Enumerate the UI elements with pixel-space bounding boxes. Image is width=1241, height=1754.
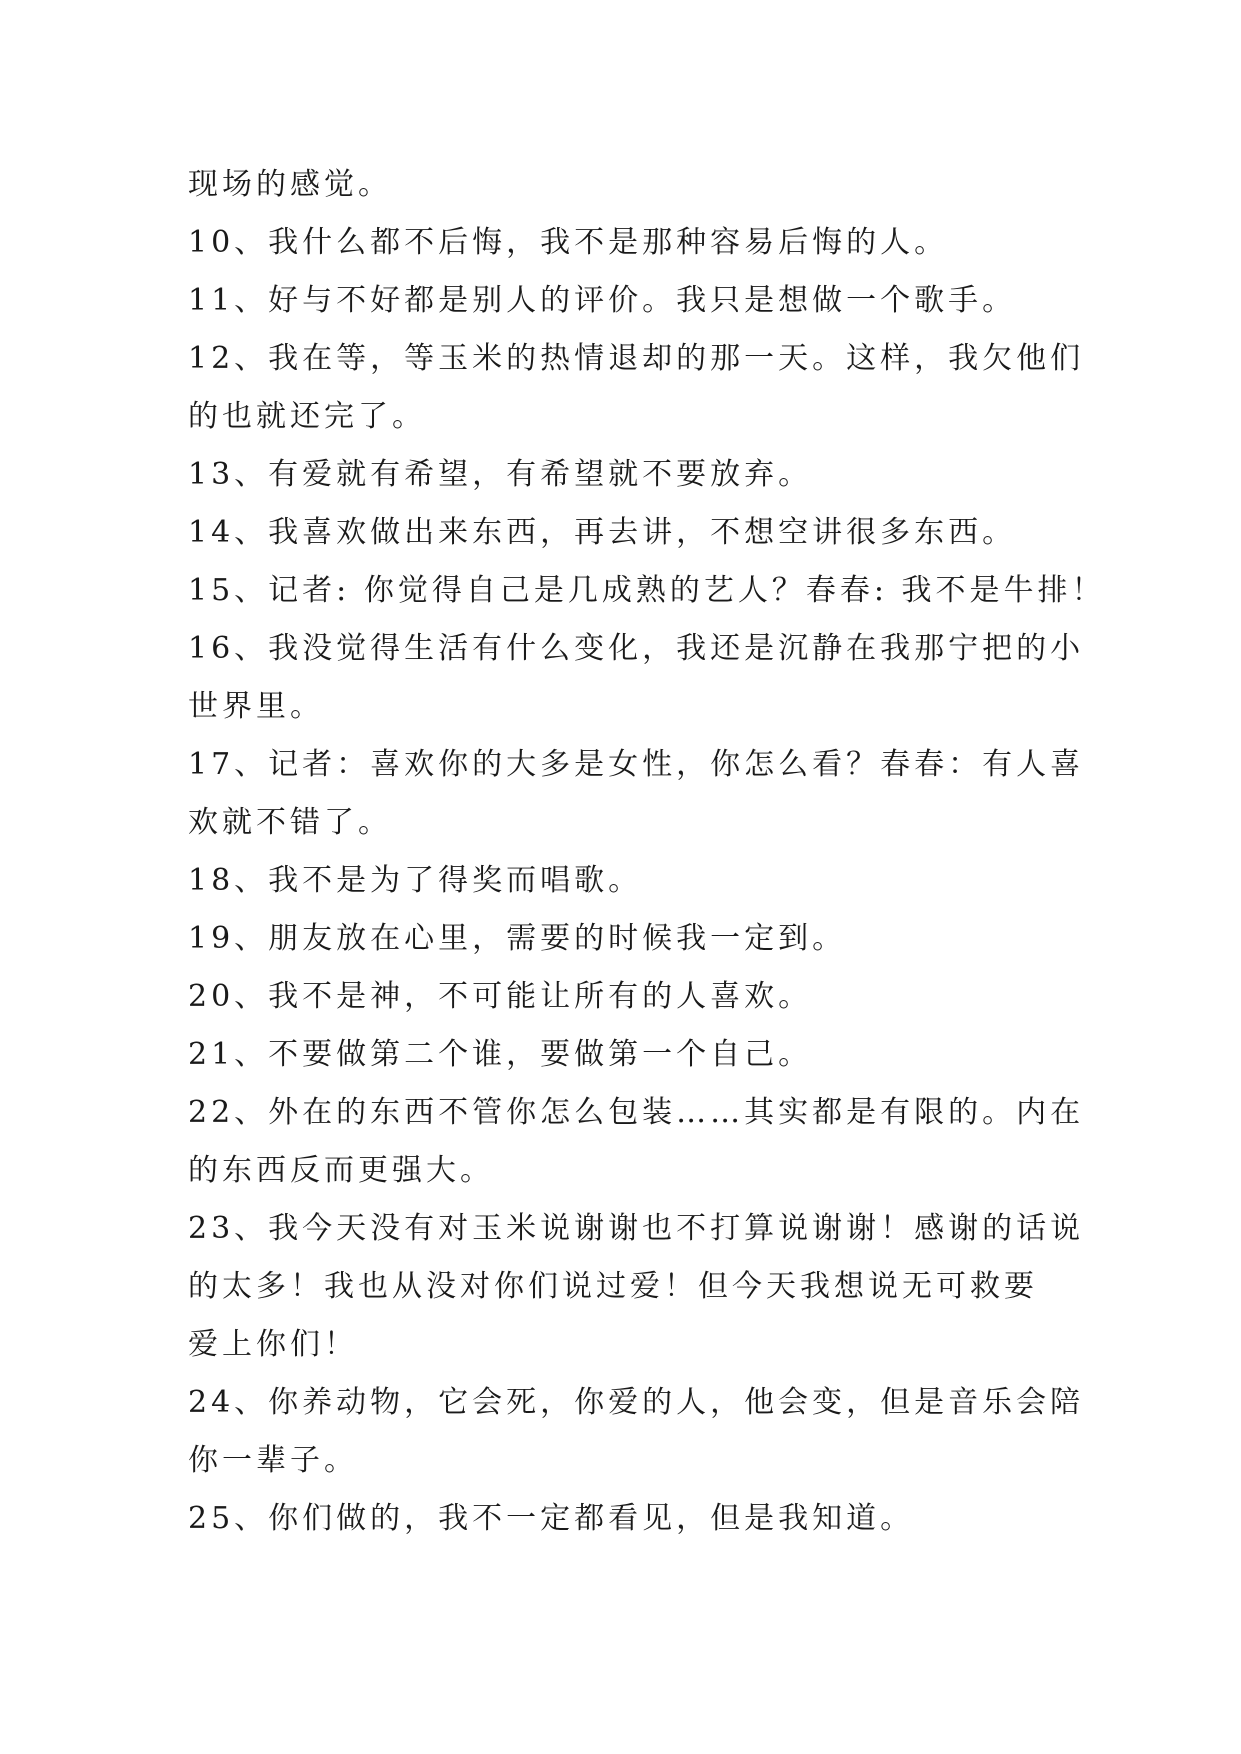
text-line: 19、朋友放在心里，需要的时候我一定到。: [188, 921, 847, 956]
text-line: 13、有爱就有希望，有希望就不要放弃。: [188, 457, 813, 492]
text-line: 欢就不错了。: [188, 805, 392, 840]
text-line: 世界里。: [188, 689, 324, 724]
text-line: 24、你养动物，它会死，你爱的人，他会变，但是音乐会陪: [188, 1385, 1085, 1420]
text-line: 11、好与不好都是别人的评价。我只是想做一个歌手。: [188, 283, 1017, 318]
text-line: 16、我没觉得生活有什么变化，我还是沉静在我那宁把的小: [188, 631, 1085, 666]
text-line: 爱上你们！: [188, 1327, 358, 1362]
text-line: 21、不要做第二个谁，要做第一个自己。: [188, 1037, 813, 1072]
text-line: 10、我什么都不后悔，我不是那种容易后悔的人。: [188, 225, 949, 260]
text-line: 22、外在的东西不管你怎么包装……其实都是有限的。内在: [188, 1095, 1085, 1130]
text-line: 的也就还完了。: [188, 399, 426, 434]
text-line: 你一辈子。: [188, 1443, 358, 1478]
text-line: 18、我不是为了得奖而唱歌。: [188, 863, 643, 898]
text-line: 20、我不是神，不可能让所有的人喜欢。: [188, 979, 813, 1014]
text-line: 15、记者: 你觉得自己是几成熟的艺人？春春: 我不是牛排！: [188, 573, 1106, 608]
text-line: 的东西反而更强大。: [188, 1153, 494, 1188]
text-line: 17、记者：喜欢你的大多是女性，你怎么看？春春：有人喜: [188, 747, 1085, 782]
text-line: 25、你们做的，我不一定都看见，但是我知道。: [188, 1501, 915, 1536]
text-line: 12、我在等，等玉米的热情退却的那一天。这样，我欠他们: [188, 341, 1085, 376]
text-line: 现场的感觉。: [188, 167, 392, 202]
quote-list: [188, 156, 1106, 1548]
text-line: 的太多！我也从没对你们说过爱！但今天我想说无可救要: [188, 1269, 1038, 1304]
text-line: 14、我喜欢做出来东西，再去讲，不想空讲很多东西。: [188, 515, 1017, 550]
text-line: 23、我今天没有对玉米说谢谢也不打算说谢谢！感谢的话说: [188, 1211, 1085, 1246]
